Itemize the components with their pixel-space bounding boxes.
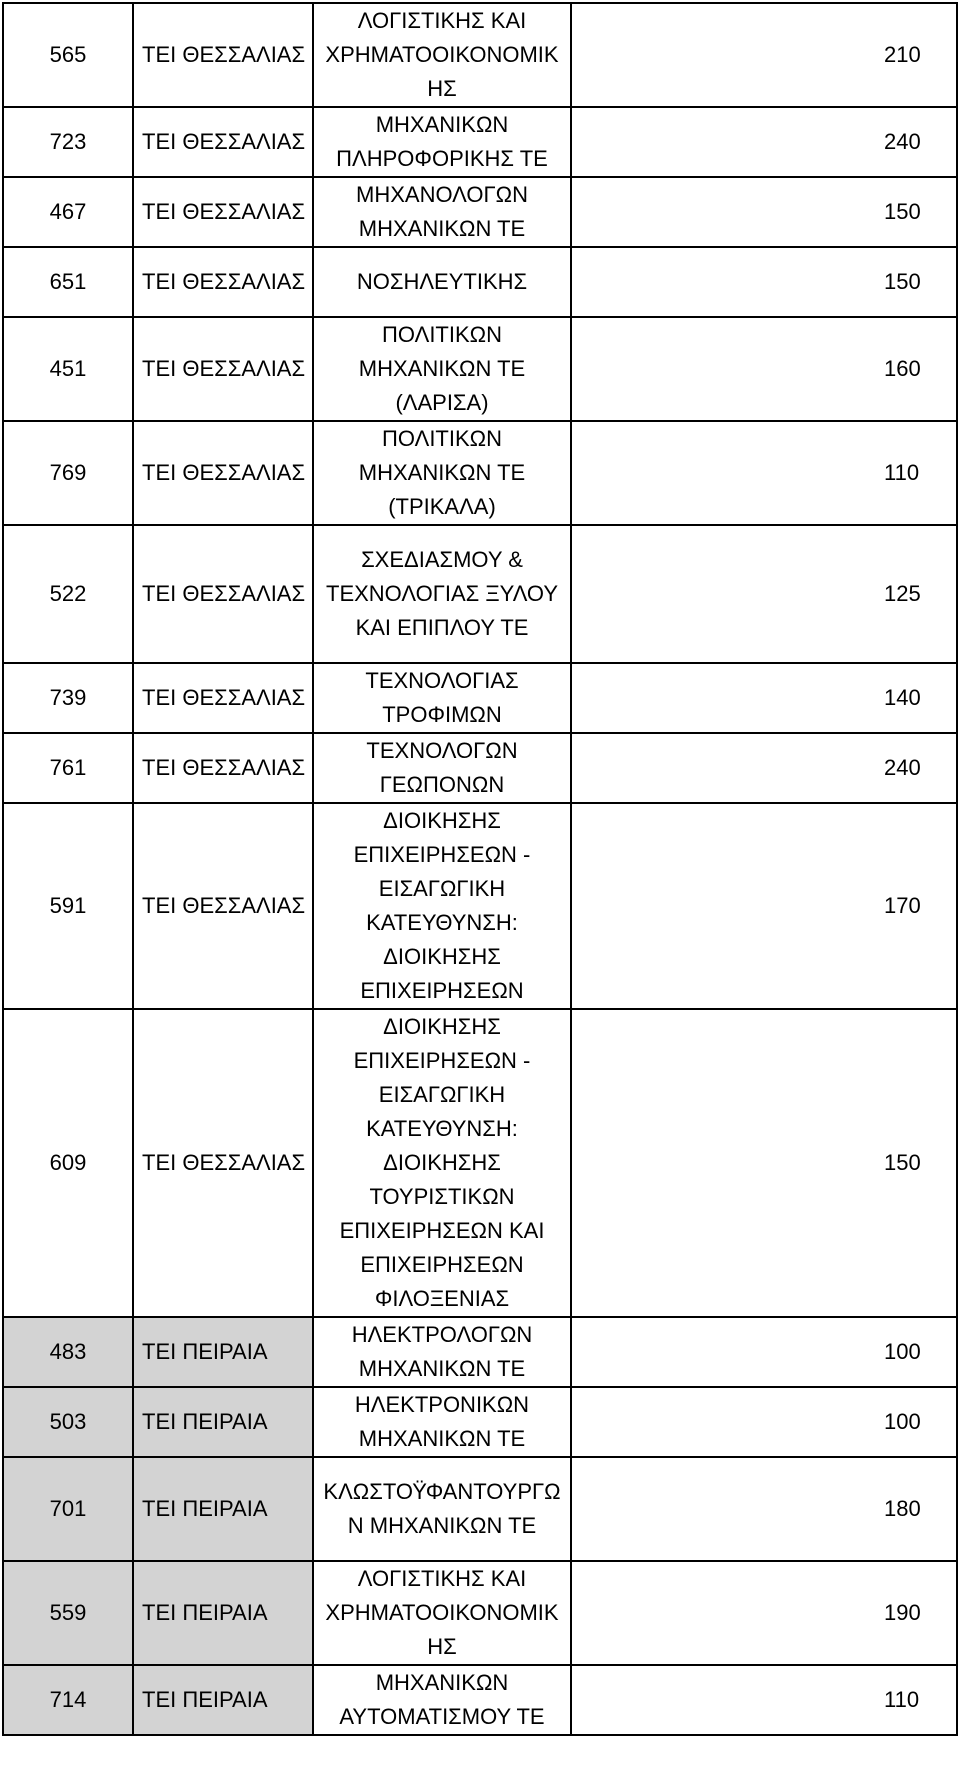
department-code-cell: 591 [3, 803, 133, 1009]
department-name-cell: ΔΙΟΙΚΗΣΗΣ ΕΠΙΧΕΙΡΗΣΕΩΝ - ΕΙΣΑΓΩΓΙΚΗ ΚΑΤΕΥΘΥΝΣΗ: ΔΙΟΙΚΗΣΗΣ ΤΟΥΡΙΣΤΙΚΩΝ ΕΠΙΧΕΙΡΗΣΕΩΝ ΚΑΙ ΕΠΙΧΕΙΡΗΣΕΩΝ ΦΙΛΟΞΕΝΙΑΣ [313, 1009, 571, 1317]
institution-cell: ΤΕΙ ΠΕΙΡΑΙΑ [133, 1561, 313, 1665]
admission-score-cell: 240 [571, 733, 957, 803]
department-code-cell: 522 [3, 525, 133, 663]
admission-score-cell: 240 [571, 107, 957, 177]
institution-cell: ΤΕΙ ΠΕΙΡΑΙΑ [133, 1387, 313, 1457]
institution-cell: ΤΕΙ ΘΕΣΣΑΛΙΑΣ [133, 803, 313, 1009]
institution-cell: ΤΕΙ ΘΕΣΣΑΛΙΑΣ [133, 421, 313, 525]
department-code-cell: 651 [3, 247, 133, 317]
institution-cell: ΤΕΙ ΘΕΣΣΑΛΙΑΣ [133, 3, 313, 107]
department-name-cell: ΝΟΣΗΛΕΥΤΙΚΗΣ [313, 247, 571, 317]
department-name-cell: ΚΛΩΣΤΟΫΦΑΝΤΟΥΡΓΩΝ ΜΗΧΑΝΙΚΩΝ ΤΕ [313, 1457, 571, 1561]
department-name-cell: ΜΗΧΑΝΙΚΩΝ ΠΛΗΡΟΦΟΡΙΚΗΣ ΤΕ [313, 107, 571, 177]
department-code-cell: 701 [3, 1457, 133, 1561]
department-name-cell: ΣΧΕΔΙΑΣΜΟΥ & ΤΕΧΝΟΛΟΓΙΑΣ ΞΥΛΟΥ ΚΑΙ ΕΠΙΠΛΟΥ ΤΕ [313, 525, 571, 663]
department-code-cell: 451 [3, 317, 133, 421]
institution-cell: ΤΕΙ ΘΕΣΣΑΛΙΑΣ [133, 317, 313, 421]
department-name-cell: ΛΟΓΙΣΤΙΚΗΣ ΚΑΙ ΧΡΗΜΑΤΟΟΙΚΟΝΟΜΙΚΗΣ [313, 3, 571, 107]
admission-score-cell: 125 [571, 525, 957, 663]
table-row [3, 733, 957, 803]
table-row [3, 177, 957, 247]
department-code-cell: 609 [3, 1009, 133, 1317]
admission-score-cell: 160 [571, 317, 957, 421]
department-code-cell: 723 [3, 107, 133, 177]
table-row [3, 421, 957, 525]
department-code-cell: 565 [3, 3, 133, 107]
department-code-cell: 761 [3, 733, 133, 803]
department-code-cell: 739 [3, 663, 133, 733]
institution-cell: ΤΕΙ ΠΕΙΡΑΙΑ [133, 1457, 313, 1561]
admission-score-cell: 190 [571, 1561, 957, 1665]
admission-score-cell: 210 [571, 3, 957, 107]
institution-cell: ΤΕΙ ΠΕΙΡΑΙΑ [133, 1317, 313, 1387]
table-row [3, 1561, 957, 1665]
department-name-cell: ΤΕΧΝΟΛΟΓΩΝ ΓΕΩΠΟΝΩΝ [313, 733, 571, 803]
institution-cell: ΤΕΙ ΘΕΣΣΑΛΙΑΣ [133, 663, 313, 733]
admission-score-cell: 100 [571, 1387, 957, 1457]
table-row [3, 247, 957, 317]
admission-score-cell: 100 [571, 1317, 957, 1387]
department-name-cell: ΛΟΓΙΣΤΙΚΗΣ ΚΑΙ ΧΡΗΜΑΤΟΟΙΚΟΝΟΜΙΚΗΣ [313, 1561, 571, 1665]
table-row [3, 803, 957, 1009]
table-row [3, 1665, 957, 1735]
institution-cell: ΤΕΙ ΘΕΣΣΑΛΙΑΣ [133, 733, 313, 803]
department-code-cell: 714 [3, 1665, 133, 1735]
table-row [3, 107, 957, 177]
admission-score-cell: 170 [571, 803, 957, 1009]
department-name-cell: ΠΟΛΙΤΙΚΩΝ ΜΗΧΑΝΙΚΩΝ ΤΕ (ΛΑΡΙΣΑ) [313, 317, 571, 421]
institution-cell: ΤΕΙ ΘΕΣΣΑΛΙΑΣ [133, 525, 313, 663]
department-code-cell: 483 [3, 1317, 133, 1387]
institution-cell: ΤΕΙ ΘΕΣΣΑΛΙΑΣ [133, 177, 313, 247]
department-name-cell: ΜΗΧΑΝΟΛΟΓΩΝ ΜΗΧΑΝΙΚΩΝ ΤΕ [313, 177, 571, 247]
admission-score-cell: 180 [571, 1457, 957, 1561]
table-row [3, 1317, 957, 1387]
department-name-cell: ΤΕΧΝΟΛΟΓΙΑΣ ΤΡΟΦΙΜΩΝ [313, 663, 571, 733]
institution-cell: ΤΕΙ ΘΕΣΣΑΛΙΑΣ [133, 247, 313, 317]
department-code-cell: 559 [3, 1561, 133, 1665]
table-row [3, 317, 957, 421]
table-row [3, 3, 957, 107]
institution-cell: ΤΕΙ ΠΕΙΡΑΙΑ [133, 1665, 313, 1735]
table-row [3, 1009, 957, 1317]
department-name-cell: ΠΟΛΙΤΙΚΩΝ ΜΗΧΑΝΙΚΩΝ ΤΕ (ΤΡΙΚΑΛΑ) [313, 421, 571, 525]
admission-score-cell: 110 [571, 1665, 957, 1735]
department-code-cell: 503 [3, 1387, 133, 1457]
admission-score-cell: 110 [571, 421, 957, 525]
department-name-cell: ΗΛΕΚΤΡΟΝΙΚΩΝ ΜΗΧΑΝΙΚΩΝ ΤΕ [313, 1387, 571, 1457]
department-code-cell: 769 [3, 421, 133, 525]
department-code-cell: 467 [3, 177, 133, 247]
institution-cell: ΤΕΙ ΘΕΣΣΑΛΙΑΣ [133, 107, 313, 177]
table-body [3, 3, 957, 1735]
table-row [3, 1387, 957, 1457]
admission-score-cell: 150 [571, 177, 957, 247]
department-name-cell: ΗΛΕΚΤΡΟΛΟΓΩΝ ΜΗΧΑΝΙΚΩΝ ΤΕ [313, 1317, 571, 1387]
department-name-cell: ΜΗΧΑΝΙΚΩΝ ΑΥΤΟΜΑΤΙΣΜΟΥ ΤΕ [313, 1665, 571, 1735]
admission-score-cell: 150 [571, 1009, 957, 1317]
table-row [3, 525, 957, 663]
table-row [3, 1457, 957, 1561]
table-row [3, 663, 957, 733]
institution-cell: ΤΕΙ ΘΕΣΣΑΛΙΑΣ [133, 1009, 313, 1317]
admission-score-cell: 140 [571, 663, 957, 733]
admissions-table [2, 2, 958, 1736]
department-name-cell: ΔΙΟΙΚΗΣΗΣ ΕΠΙΧΕΙΡΗΣΕΩΝ - ΕΙΣΑΓΩΓΙΚΗ ΚΑΤΕΥΘΥΝΣΗ: ΔΙΟΙΚΗΣΗΣ ΕΠΙΧΕΙΡΗΣΕΩΝ [313, 803, 571, 1009]
admission-score-cell: 150 [571, 247, 957, 317]
